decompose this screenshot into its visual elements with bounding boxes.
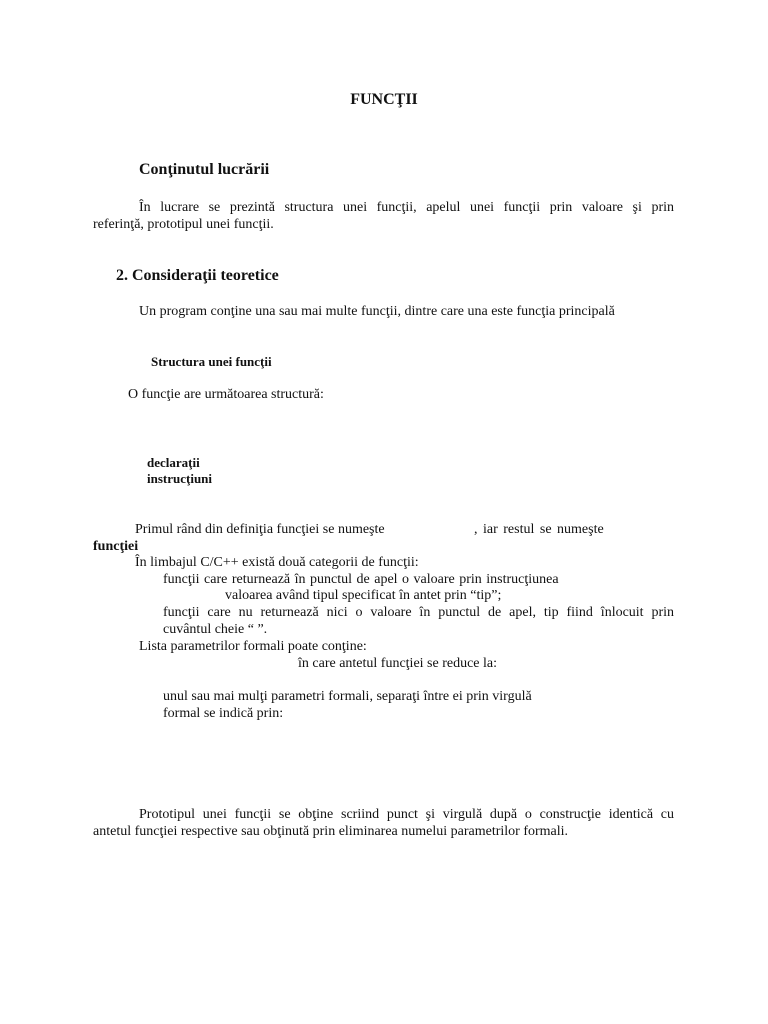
prototype-line1-text: Prototipul unei funcţii se obţine scriind punct şi virgulă după o construcţie identică cu <box>139 807 674 822</box>
section1-para-line1 <box>139 199 674 216</box>
definition-categories-intro: În limbajul C/C++ există două categorii de funcţii: <box>135 555 419 570</box>
category2-line2: cuvântul cheie “ ”. <box>163 622 268 637</box>
section1-para-line2: referinţă, prototipul unei funcţii. <box>93 217 274 232</box>
params-intro: Lista parametrilor formali poate conţine: <box>139 639 367 654</box>
params-case2-line1: unul sau mai mulţi parametri formali, separaţi între ei prin virgulă <box>163 689 532 704</box>
structure-intro: O funcţie are următoarea structură: <box>128 387 324 402</box>
definition-line2-bold: funcţiei <box>93 539 139 554</box>
section-heading-theory: 2. Consideraţii teoretice <box>116 267 279 284</box>
section1-para-text: În lucrare se prezintă structura unei funcţii, apelul unei funcţii prin valoare şi prin <box>139 200 674 215</box>
prototype-line2: antetul funcţiei respective sau obţinută prin eliminarea numelui parametrilor formali. <box>93 824 569 839</box>
params-case2-line2: formal se indică prin: <box>163 706 284 721</box>
definition-line1-part2: , iar restul se numeşte <box>474 522 604 537</box>
section-heading-content: Conţinutul lucrării <box>139 161 270 178</box>
section2-intro: Un program conţine una sau mai multe funcţii, dintre care una este funcţia principală <box>139 304 615 319</box>
definition-line1-part1: Primul rând din definiţia funcţiei se numeşte <box>135 522 385 537</box>
category2-line1-text: funcţii care nu returnează nici o valoare în punctul de apel, tip fiind înlocuit prin <box>163 605 674 620</box>
page-title: FUNCŢII <box>350 91 418 108</box>
category1-line2: valoarea având tipul specificat în antet prin “tip”; <box>225 588 502 603</box>
subheading-structure: Structura unei funcţii <box>151 354 272 369</box>
params-case1: în care antetul funcţiei se reduce la: <box>298 656 498 671</box>
category1-line1: funcţii care returnează în punctul de apel o valoare prin instrucţiunea <box>163 572 559 587</box>
structure-body-declarations: declaraţii <box>147 455 200 470</box>
structure-body-instructions: instrucţiuni <box>147 471 213 486</box>
category2-line1 <box>163 604 674 621</box>
prototype-line1 <box>139 806 674 823</box>
